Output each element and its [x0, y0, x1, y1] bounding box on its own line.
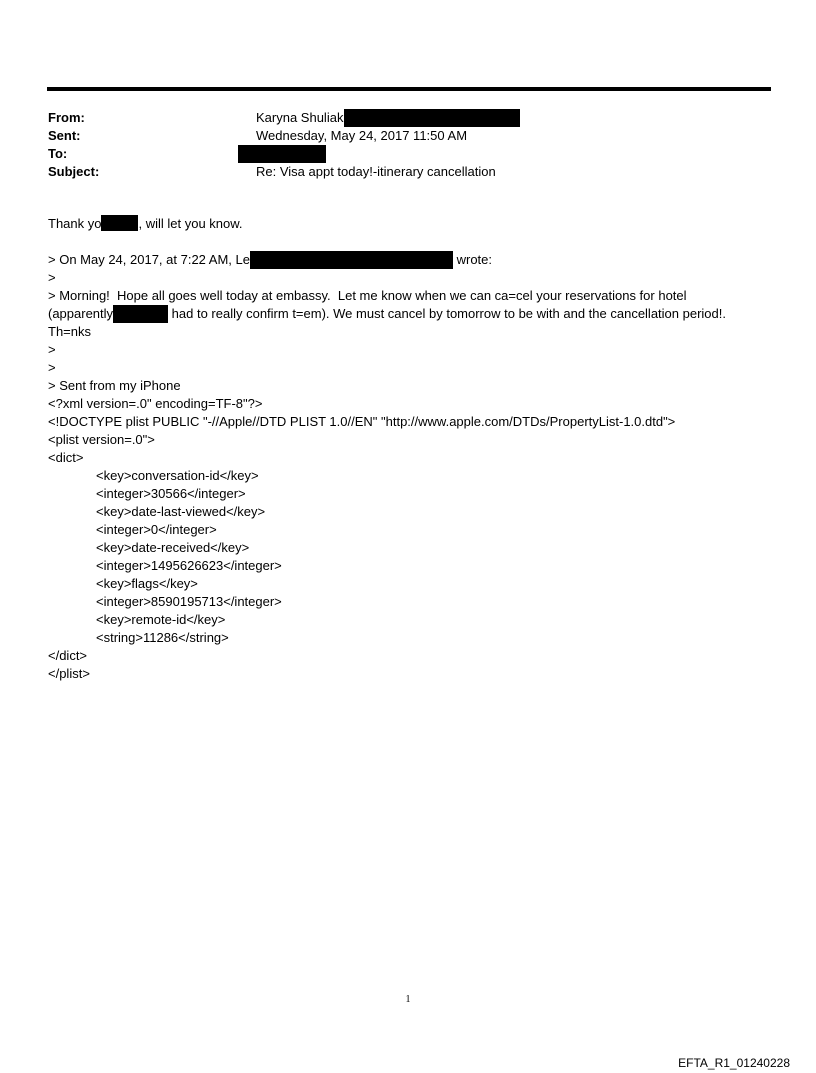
- apparently-line: (apparently had to really confirm t=em). We must cancel by tomorrow to be with and the cancellation period!.: [48, 306, 726, 321]
- email-header: [48, 109, 520, 181]
- quote-blank-line: >: [48, 270, 56, 285]
- dict-line: <integer>8590195713</integer>: [96, 594, 282, 609]
- dict-line: <key>flags</key>: [96, 576, 198, 591]
- dict-line: <integer>1495626623</integer>: [96, 558, 282, 573]
- doctype-line: <!DOCTYPE plist PUBLIC "-//Apple//DTD PLIST 1.0//EN" "http://www.apple.com/DTDs/PropertyList-1.0.dtd">: [48, 414, 676, 429]
- redaction-box: [113, 305, 168, 323]
- thanks-line: Thank yo , will let you know.: [48, 216, 243, 231]
- dict-line: <key>conversation-id</key>: [96, 468, 259, 483]
- redaction-box: [238, 145, 326, 163]
- from-value: Karyna Shuliak: [256, 110, 344, 125]
- dict-line: <key>date-last-viewed</key>: [96, 504, 266, 519]
- dict-open: <dict>: [48, 450, 84, 465]
- plist-close: </plist>: [48, 666, 90, 681]
- dict-line: <string>11286</string>: [96, 630, 229, 645]
- subject-value: Re: Visa appt today!-itinerary cancellation: [256, 164, 496, 179]
- page-number: 1: [405, 994, 411, 1005]
- redaction-box: [101, 215, 138, 231]
- subject-row: [48, 163, 520, 181]
- redaction-box: [344, 109, 520, 127]
- quote-intro-line: > On May 24, 2017, at 7:22 AM, Le wrote:: [48, 252, 493, 267]
- dict-line: <integer>0</integer>: [96, 522, 217, 537]
- to-label: To:: [48, 146, 68, 161]
- quote-blank-line: >: [48, 342, 56, 357]
- from-label: From:: [48, 110, 85, 125]
- header-rule: [47, 87, 771, 91]
- redaction-box: [250, 251, 453, 269]
- email-body: [48, 215, 788, 683]
- sent-row: [48, 127, 520, 145]
- dict-line: <key>date-received</key>: [96, 540, 250, 555]
- dict-line: <key>remote-id</key>: [96, 612, 226, 627]
- sent-from-line: > Sent from my iPhone: [48, 378, 181, 393]
- dict-close: </dict>: [48, 648, 88, 663]
- quote-blank-line: >: [48, 360, 56, 375]
- morning-line: > Morning! Hope all goes well today at embassy. Let me know when we can ca=cel your reservations for hotel: [48, 288, 687, 303]
- bates-number: EFTA_R1_01240228: [678, 1056, 790, 1070]
- subject-label: Subject:: [48, 164, 100, 179]
- sent-label: Sent:: [48, 128, 81, 143]
- thanks-short-line: Th=nks: [48, 324, 91, 339]
- to-row: [48, 145, 520, 163]
- dict-line: <integer>30566</integer>: [96, 486, 246, 501]
- from-row: [48, 109, 520, 127]
- xml-declaration: <?xml version=.0" encoding=TF-8"?>: [48, 396, 263, 411]
- sent-value: Wednesday, May 24, 2017 11:50 AM: [256, 128, 468, 143]
- plist-open: <plist version=.0">: [48, 432, 155, 447]
